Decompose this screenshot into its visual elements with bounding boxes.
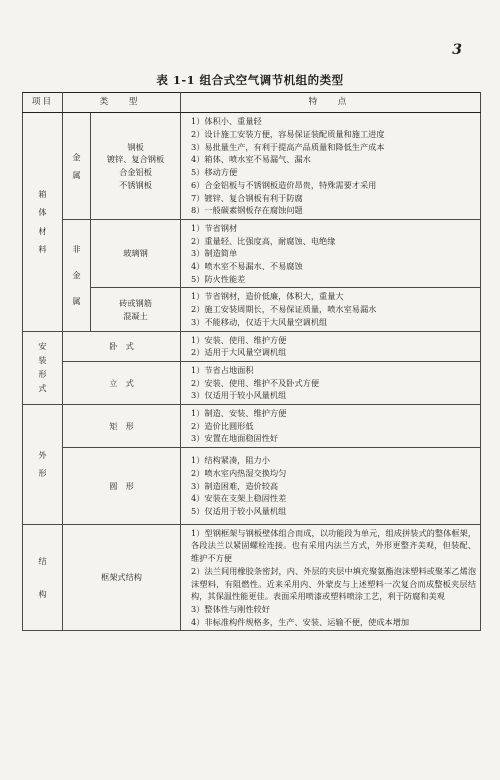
features-horizontal	[181, 331, 481, 361]
feature-item: 2）造价比圆形低	[191, 420, 254, 431]
table-row	[23, 113, 481, 220]
features-round	[181, 448, 481, 525]
type-brick-concrete: 砖或钢筋 混凝土	[91, 288, 181, 331]
table-row	[23, 219, 481, 288]
feature-item: 4）非标准构件规格多，生产、安装、运输不便，使成本增加	[191, 616, 410, 627]
table-row	[23, 524, 481, 631]
box-material-label: 箱 体 材 料	[38, 189, 47, 255]
category-nonmetal: 非 金 属	[63, 219, 91, 331]
item-shape: 外 形	[23, 405, 63, 525]
feature-item: 2）适用于大风量空调机组	[191, 347, 287, 358]
header-type: 类 型	[63, 93, 181, 113]
type-horizontal: 卧 式	[63, 331, 181, 361]
feature-item: 8）一般碳素钢板存在腐蚀问题	[191, 205, 303, 216]
table-row	[23, 405, 481, 448]
feature-item: 4）喷水室不易漏水、不易腐蚀	[191, 261, 303, 272]
feature-item: 3）制造简单	[191, 248, 238, 259]
header-item: 项目	[23, 93, 63, 113]
feature-item: 2）安装、使用、维护不及卧式方便	[191, 377, 320, 388]
type-vertical: 立 式	[63, 361, 181, 404]
feature-item: 5）防火性能差	[191, 273, 246, 284]
feature-item: 2）喷水室内热湿交换均匀	[191, 467, 287, 478]
table-row	[23, 288, 481, 331]
features-brick-concrete	[181, 288, 481, 331]
table-row	[23, 331, 481, 361]
features-vertical	[181, 361, 481, 404]
feature-item: 3）制造困难，造价较高	[191, 480, 279, 491]
feature-item: 1）安装、使用、维护方便	[191, 334, 287, 345]
feature-item: 4）安装在支架上稳固性差	[191, 493, 287, 504]
table-title: 表 1-1 组合式空气调节机组的类型	[156, 73, 344, 87]
item-box-material	[23, 113, 63, 331]
feature-item: 2）法兰间用橡胶条密封，内、外层的夹层中填充聚氨酯泡沫塑料或聚苯乙烯泡沫塑料，有阻燃性。近来采用内、外蒙皮与上述塑料一次复合而成整板夹层结构，其保温性能更佳。表面采用喷漆或塑料喷涂工艺，利于防腐和美观	[191, 565, 477, 602]
features-frame	[181, 524, 481, 631]
feature-item: 6）合金铝板与不锈钢板造价昂贵，特殊需要才采用	[191, 179, 377, 190]
feature-item: 1）制造、安装、维护方便	[191, 408, 287, 419]
header-feature: 特 点	[181, 93, 481, 113]
table-header-row	[23, 93, 481, 113]
feature-item: 1）型钢框架与钢板壁体组合而成，以功能段为单元，组成拼装式的整体框架，各段法兰以紧固螺栓连接。也有采用内法兰方式，外形更整齐美观，但装配、维护不方便	[191, 527, 477, 564]
type-glass-fiber: 玻璃钢	[91, 219, 181, 288]
type-round: 圆 形	[63, 448, 181, 525]
item-structure: 结 构	[23, 524, 63, 631]
feature-item: 3）不能移动，仅适于大风量空调机组	[191, 316, 328, 327]
table-row	[23, 361, 481, 404]
feature-item: 5）仅适用于较小风量机组	[191, 506, 287, 516]
feature-item: 3）易批量生产，有利于提高产品质量和降低生产成本	[191, 141, 385, 152]
table-row	[23, 448, 481, 525]
feature-item: 2）施工安装周期长，不易保证质量，喷水室易漏水	[191, 304, 377, 315]
type-frame: 框架式结构	[63, 524, 181, 631]
ahu-types-table	[22, 92, 481, 631]
features-metal	[181, 113, 481, 220]
type-metal: 钢板 镀锌、复合钢板 合金铝板 不锈钢板	[91, 113, 181, 220]
feature-item: 1）体积小、重量轻	[191, 116, 262, 127]
feature-item: 1）节省钢材，造价低廉，体积大，重量大	[191, 291, 344, 302]
page-number: 3	[452, 42, 462, 58]
feature-item: 1）节省占地面积	[191, 364, 254, 375]
feature-item: 3）安置在地面稳固性好	[191, 433, 279, 444]
features-rect	[181, 405, 481, 448]
feature-item: 1）节省钢材	[191, 222, 238, 233]
feature-item: 2）重量轻、比强度高，耐腐蚀、电绝缘	[191, 235, 336, 246]
feature-item: 3）仅适用于较小风量机组	[191, 390, 287, 401]
feature-item: 7）镀锌、复合钢板有利于防腐	[191, 192, 303, 203]
feature-item: 5）移动方便	[191, 167, 238, 178]
features-glass-fiber	[181, 219, 481, 288]
feature-item: 4）箱体、喷水室不易漏气、漏水	[191, 154, 311, 165]
feature-item: 2）设计施工安装方便，容易保证装配质量和施工进度	[191, 129, 385, 140]
item-install: 安 装 形 式	[23, 331, 63, 405]
feature-item: 1）结构紧凑，阻力小	[191, 455, 270, 466]
type-rect: 矩 形	[63, 405, 181, 448]
category-metal: 金 属	[63, 113, 91, 220]
feature-item: 3）整体性与刚性较好	[191, 603, 270, 614]
